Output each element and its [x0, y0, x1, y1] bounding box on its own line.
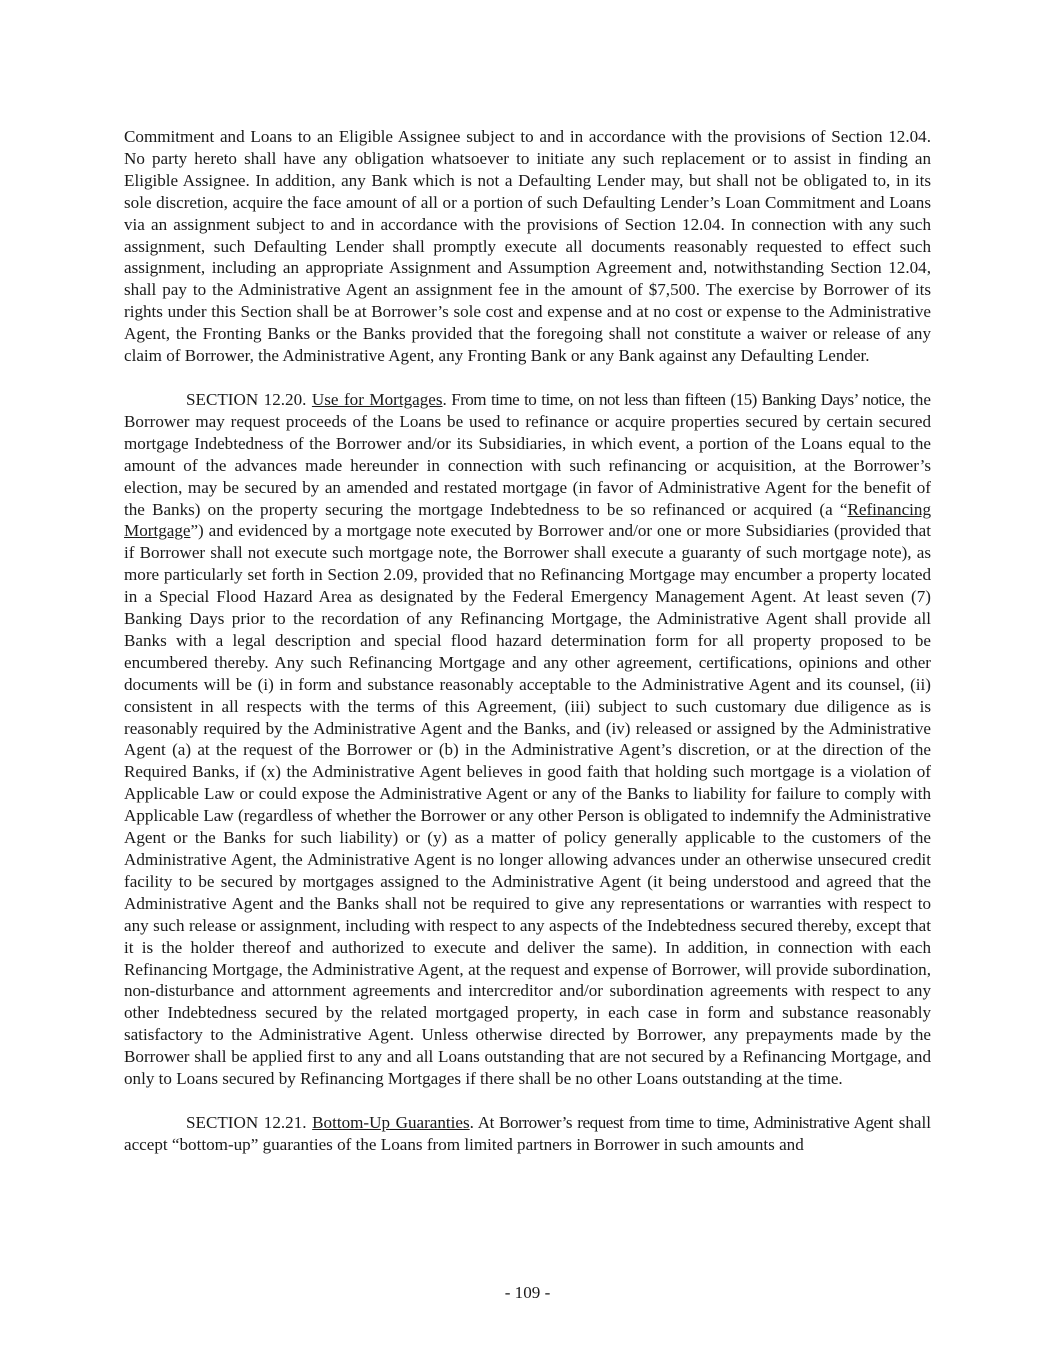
section-lead-text: . At Borrower’s request from time to time, Administrative Agent: [469, 1112, 894, 1132]
section-body-text-continued: ”) and evidenced by a mortgage note executed by Borrower and/or one or more Subsidiaries (provided that if Borrower shall not execute such mortgage note, the Borrower shall execute a guaranty of such mortgage note), as more particularly set forth in Section 2.09, provided that no Refinancing Mortgage may encumber a property located in a Special Flood Hazard Area as designated by the Federal Emergency Management Agent. At least seven (7) Banking Days prior to the recordation of any Refinancing Mortgage, the Administrative Agent shall provide all Banks with a legal description and special flood hazard determination form for all property proposed to be encumbered thereby. Any such Refinancing Mortgage and any other agreement, certifications, opinions and other documents will be (i) in form and substance reasonably acceptable to the Administrative Agent and its counsel, (ii) consistent in all respects with the terms of this Agreement, (iii) subject to such customary due diligence as is reasonably required by the Administrative Agent and the Banks, and (iv) released or assigned by the Administrative Agent (a) at the request of the Borrower or (b) in the Administrative Agent’s discretion, or at the direction of the Required Banks, if (x) the Administrative Agent believes in good faith that holding such mortgage is a violation of Applicable Law or could expose the Administrative Agent or any of the Banks to liability for failure to comply with Applicable Law (regardless of whether the Borrower or any other Person is obligated to indemnify the Administrative Agent or the Banks for such liability) or (y) as a matter of policy generally applicable to the customers of the Administrative Agent, the Administrative Agent is no longer allowing advances under an otherwise unsecured credit facility to be secured by mortgages assigned to the Administrative Agent (it being understood and agreed that the Administrative Agent and the Banks shall not be required to give any representations or warranties with respect to any such release or assignment, including with respect to any aspects of the Indebtedness secured thereby, except that it is the holder thereof and authorized to execute and deliver the same). In addition, in connection with each Refinancing Mortgage, the Administrative Agent, at the request and expense of Borrower, will provide subordination, non-disturbance and attornment agreements and intercreditor and/or subordination agreements with respect to any other Indebtedness secured by the related mortgaged property, in each case in form and substance reasonably satisfactory to the Administrative Agent. Unless otherwise directed by Borrower, any prepayments made by the Borrower shall be applied first to any and all Loans outstanding that are not secured by a Refinancing Mortgage, and only to Loans secured by Refinancing Mortgages if there shall be no other Loans outstanding at the time.: [124, 521, 931, 1089]
section-12-21: [124, 1112, 931, 1156]
section-body-text: shall accept “bottom-up” guaranties of the Loans from limited partners in Borrower in such amounts and: [124, 1112, 931, 1154]
section-title: Use for Mortgages: [311, 389, 443, 409]
section-lead-text: . From time to time, on not less than fifteen (15) Banking Days’ notice,: [442, 389, 905, 409]
page-number: - 109 -: [504, 1283, 551, 1302]
paragraph-defaulting-lender: [124, 126, 931, 367]
defined-term-refinancing-mortgage: Refinancing Mortgage: [124, 499, 931, 541]
section-title: Bottom-Up Guaranties: [312, 1112, 470, 1132]
section-number: SECTION 12.21.: [186, 1112, 307, 1132]
section-number: SECTION 12.20.: [186, 389, 307, 409]
document-page: [124, 126, 931, 1156]
section-12-20: [124, 389, 931, 1090]
paragraph-text: Commitment and Loans to an Eligible Assignee subject to and in accordance with the provisions of Section 12.04. No party hereto shall have any obligation whatsoever to initiate any such replacement or to assist in finding an Eligible Assignee. In addition, any Bank which is not a Defaulting Lender may, but shall not be obligated to, in its sole discretion, acquire the face amount of all or a portion of such Defaulting Lender’s Loan Commitment and Loans via an assignment subject to and in accordance with the provisions of Section 12.04. In connection with any such assignment, such Defaulting Lender shall promptly execute all documents reasonably requested to effect such assignment, including an appropriate Assignment and Assumption Agreement and, notwithstanding Section 12.04, shall pay to the Administrative Agent an assignment fee in the amount of $7,500. The exercise by Borrower of its rights under this Section shall be at Borrower’s sole cost and expense and at no cost or expense to the Administrative Agent, the Fronting Banks or the Banks provided that the foregoing shall not constitute a waiver or release of any claim of Borrower, the Administrative Agent, any Fronting Bank or any Bank against any Defaulting Lender.: [124, 127, 931, 366]
section-body-text: the Borrower may request proceeds of the Loans be used to refinance or acquire properties secured by certain secured mortgage Indebtedness of the Borrower and/or its Subsidiaries, in which event, a portion of the Loans equal to the amount of the advances made hereunder in connection with such refinancing or acquisition, at the Borrower’s election, may be secured by an amended and restated mortgage (in favor of Administrative Agent for the benefit of the Banks) on the property securing the mortgage Indebtedness to be so refinanced or acquired (a “: [124, 389, 931, 519]
